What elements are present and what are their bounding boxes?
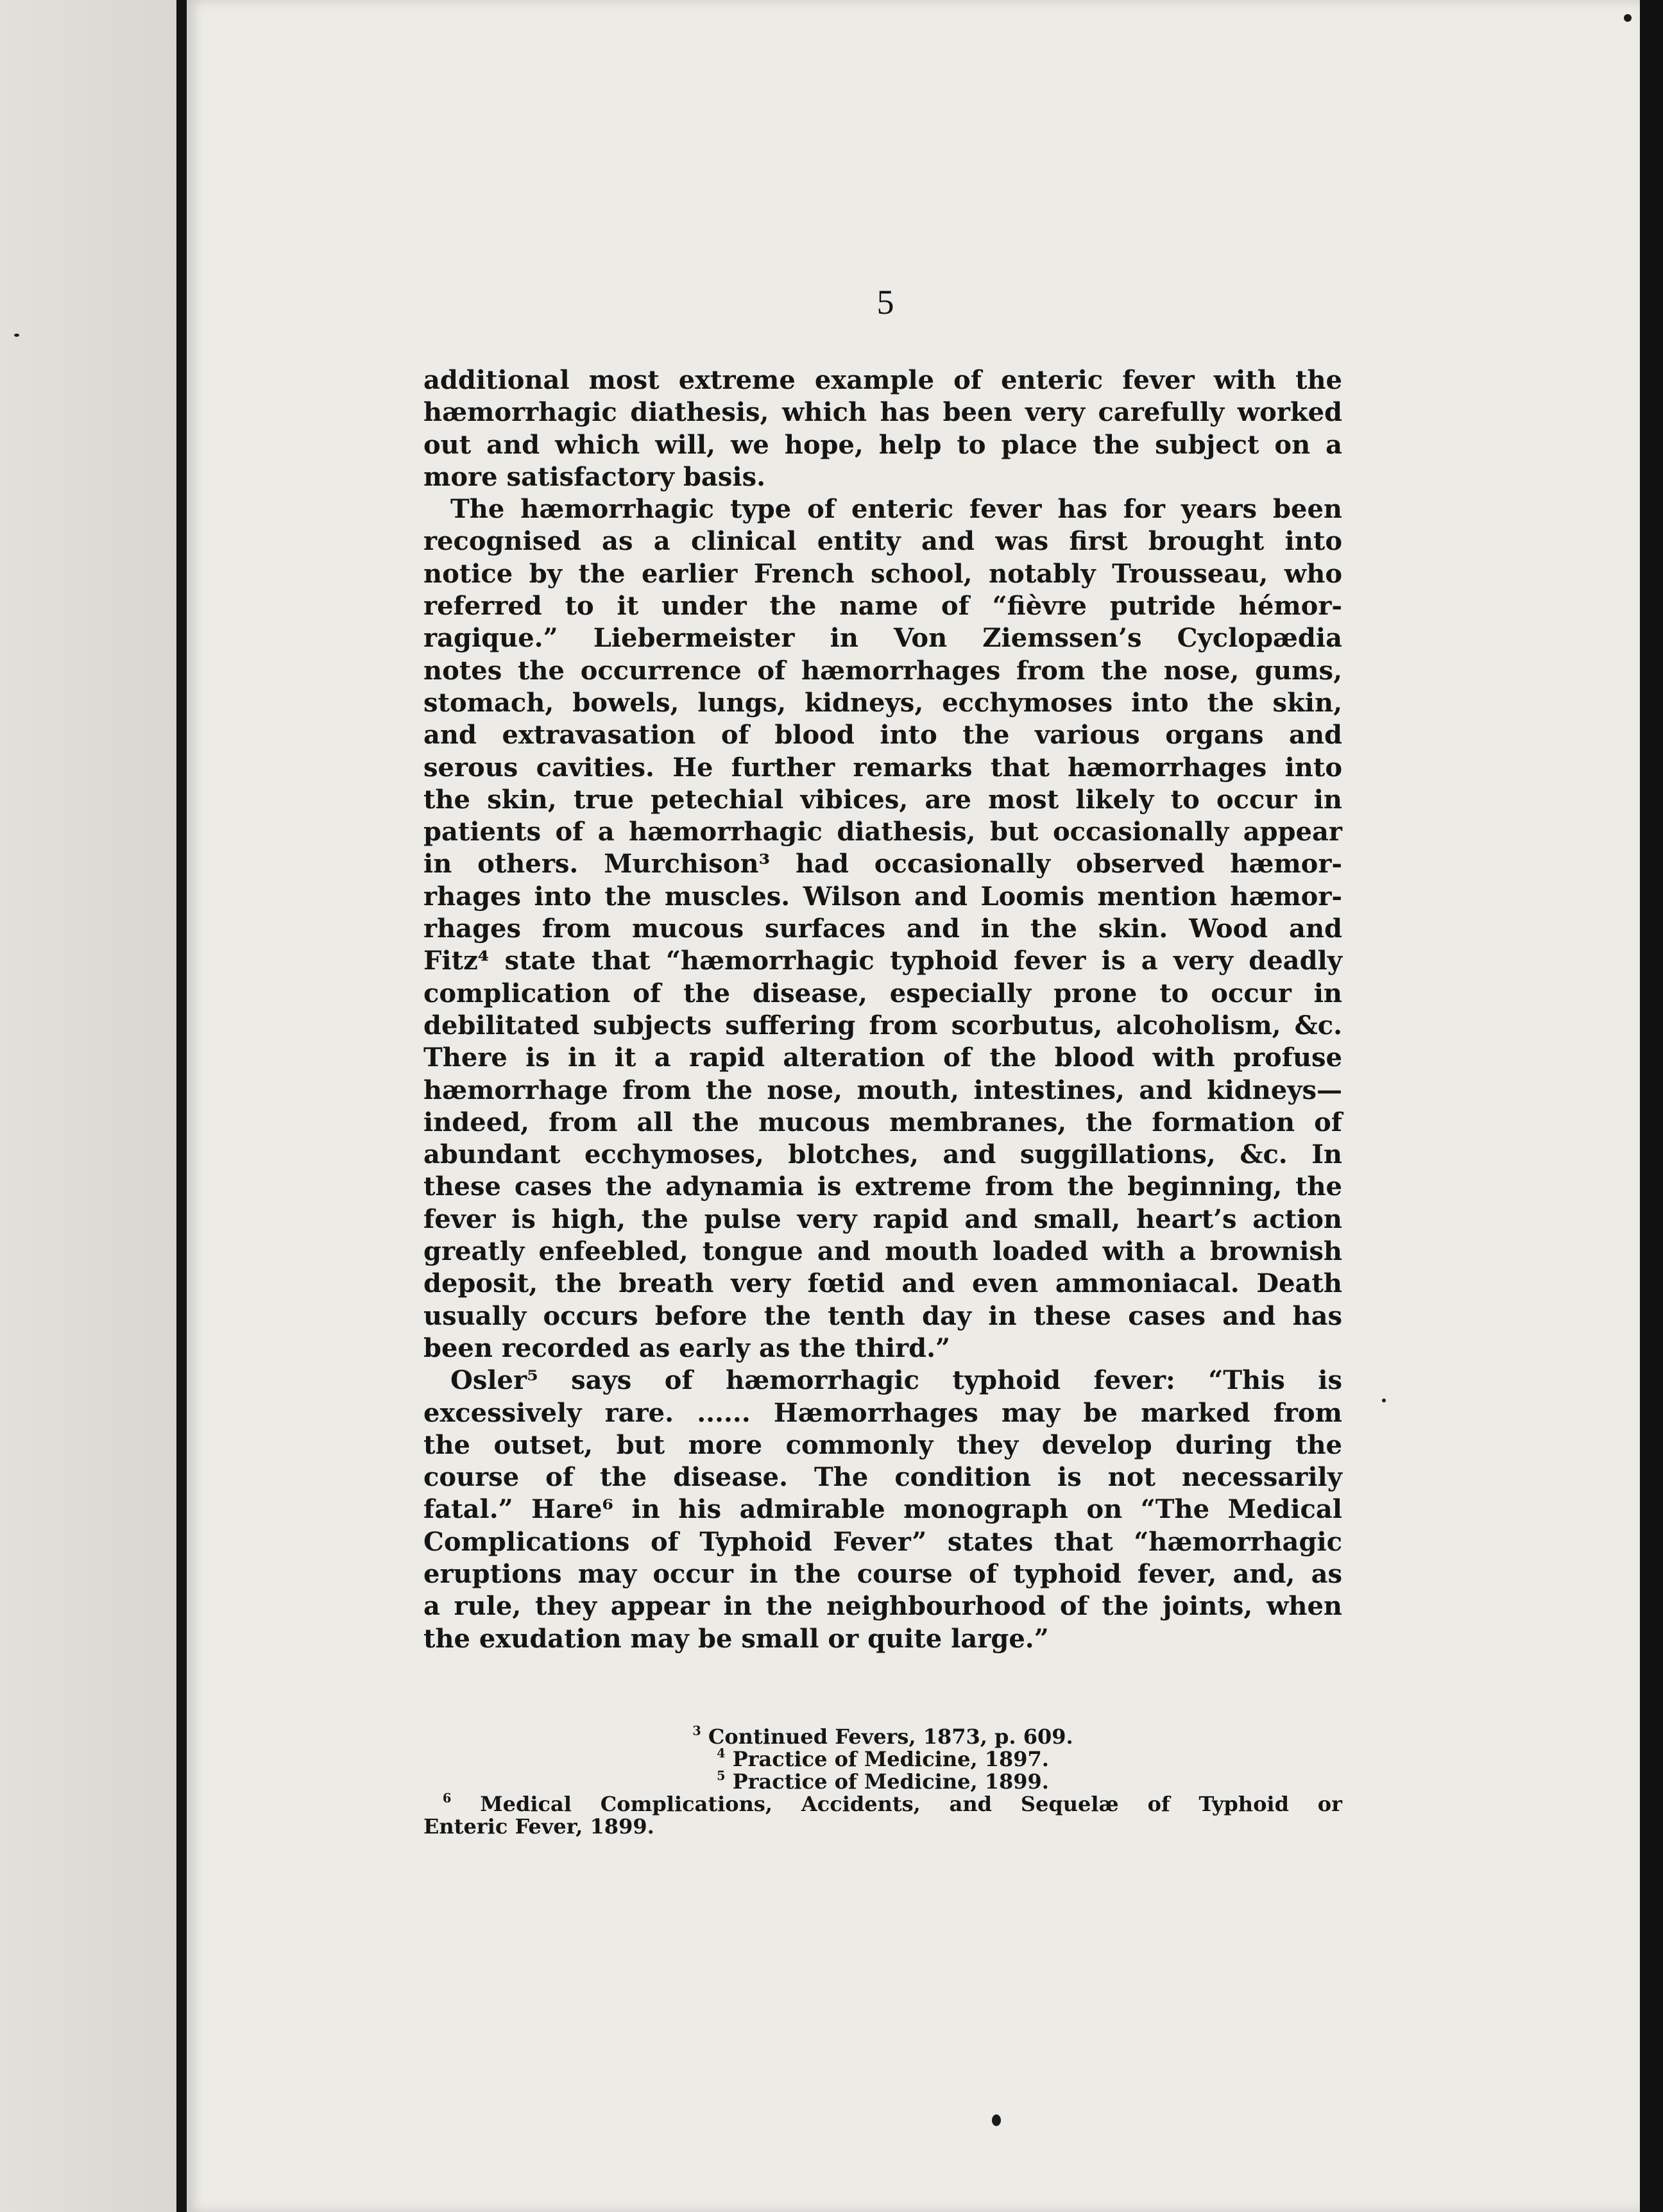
page-number: 5 bbox=[876, 283, 894, 321]
text-line: the exudation may be small or quite large.” bbox=[423, 1623, 1049, 1654]
scan-speck bbox=[992, 2114, 1001, 2126]
text-line: the outset, but more commonly they develop during the bbox=[423, 1429, 1342, 1460]
text-line: There is in it a rapid alteration of the blood with profuse bbox=[423, 1042, 1342, 1073]
footnote-mark: 4 bbox=[717, 1746, 726, 1761]
text-line: rhages from mucous surfaces and in the skin. Wood and bbox=[423, 914, 1342, 944]
footnote-4 bbox=[423, 1748, 1342, 1771]
text-line: referred to it under the name of “fièvre putride hémor- bbox=[423, 591, 1342, 622]
text-line: excessively rare. ...... Hæmorrhages may be marked from bbox=[423, 1397, 1342, 1428]
text-line: deposit, the breath very fœtid and even ammoniacal. Death bbox=[423, 1268, 1342, 1299]
text-line: more satisfactory basis. bbox=[423, 461, 766, 492]
paragraph-3 bbox=[423, 1365, 1342, 1655]
footnotes bbox=[423, 1723, 1343, 1839]
text-line: serous cavities. He further remarks that hæmorrhages into bbox=[423, 752, 1342, 783]
text-line: stomach, bowels, lungs, kidneys, ecchymoses into the skin, bbox=[423, 687, 1342, 718]
text-line: patients of a hæmorrhagic diathesis, but occasionally appear bbox=[423, 817, 1342, 847]
text-line: debilitated subjects suffering from scorbutus, alcoholism, &c. bbox=[423, 1010, 1342, 1041]
text-line: and extravasation of blood into the various organs and bbox=[423, 720, 1342, 751]
text-line: hæmorrhage from the nose, mouth, intestines, and kidneys— bbox=[423, 1075, 1342, 1105]
scan-speck bbox=[14, 334, 19, 337]
text-line: abundant ecchymoses, blotches, and suggillations, &c. In bbox=[423, 1139, 1342, 1170]
text-line: fatal.” Hare⁶ in his admirable monograph on “The Medical bbox=[423, 1494, 1342, 1525]
footnote-text: Practice of Medicine, 1899. bbox=[732, 1769, 1049, 1794]
footnote-text: Practice of Medicine, 1897. bbox=[732, 1747, 1049, 1771]
text-line: recognised as a clinical entity and was first brought into bbox=[423, 526, 1342, 557]
paragraph-2 bbox=[423, 493, 1342, 1365]
text-line: fever is high, the pulse very rapid and small, heart’s action bbox=[423, 1204, 1342, 1234]
text-line: additional most extreme example of enteric fever with the bbox=[423, 365, 1342, 395]
scan-speck bbox=[1382, 1399, 1386, 1402]
text-line: these cases the adynamia is extreme from the beginning, the bbox=[423, 1171, 1342, 1202]
text-line: usually occurs before the tenth day in these cases and has bbox=[423, 1300, 1342, 1331]
text-line: hæmorrhagic diathesis, which has been very carefully worked bbox=[423, 397, 1342, 428]
text-line: ragique.” Liebermeister in Von Ziemssen’s Cyclopædia bbox=[423, 623, 1342, 654]
text-line: been recorded as early as the third.” bbox=[423, 1332, 951, 1363]
text-line: the skin, true petechial vibices, are most likely to occur in bbox=[423, 784, 1342, 815]
text-line: notes the occurrence of hæmorrhages from the nose, gums, bbox=[423, 655, 1342, 686]
footnote-text: Medical Complications, Accidents, and Sequelæ of Typhoid or bbox=[480, 1792, 1343, 1816]
footnote-6 bbox=[423, 1793, 1342, 1816]
footnote-text: Continued Fevers, 1873, p. 609. bbox=[708, 1724, 1073, 1749]
footnote-mark: 5 bbox=[717, 1768, 726, 1783]
text-line: notice by the earlier French school, notably Trousseau, who bbox=[423, 558, 1342, 589]
scan-right-border bbox=[1640, 0, 1663, 2212]
text-line: rhages into the muscles. Wilson and Loomis mention hæmor- bbox=[423, 881, 1342, 912]
facing-page-edge bbox=[0, 0, 176, 2212]
footnote-3 bbox=[423, 1723, 1342, 1749]
text-line: a rule, they appear in the neighbourhood of the joints, when bbox=[423, 1591, 1342, 1622]
footnote-6-continued: Enteric Fever, 1899. bbox=[423, 1814, 654, 1839]
text-line: Complications of Typhoid Fever” states that “hæmorrhagic bbox=[423, 1526, 1342, 1557]
text-line: indeed, from all the mucous membranes, the formation of bbox=[423, 1107, 1342, 1137]
body-text bbox=[423, 364, 1342, 1655]
text-line: in others. Murchison³ had occasionally observed hæmor- bbox=[423, 849, 1342, 880]
footnote-mark: 6 bbox=[443, 1791, 452, 1806]
scan-speck bbox=[1624, 14, 1632, 22]
text-line: course of the disease. The condition is not necessarily bbox=[423, 1462, 1342, 1493]
text-line: greatly enfeebled, tongue and mouth loaded with a brownish bbox=[423, 1236, 1342, 1267]
text-line: eruptions may occur in the course of typhoid fever, and, as bbox=[423, 1558, 1342, 1589]
text-line: out and which will, we hope, help to place the subject on a bbox=[423, 429, 1342, 460]
text-line: complication of the disease, especially prone to occur in bbox=[423, 978, 1342, 1008]
text-line: The hæmorrhagic type of enteric fever has for years been bbox=[450, 494, 1342, 525]
text-line: Fitz⁴ state that “hæmorrhagic typhoid fever is a very deadly bbox=[423, 946, 1342, 976]
paragraph-1 bbox=[423, 364, 1342, 493]
footnote-5 bbox=[423, 1768, 1342, 1794]
text-line: Osler⁵ says of hæmorrhagic typhoid fever: “This is bbox=[450, 1365, 1342, 1396]
book-spine-shadow bbox=[176, 0, 187, 2212]
footnote-mark: 3 bbox=[692, 1723, 701, 1739]
